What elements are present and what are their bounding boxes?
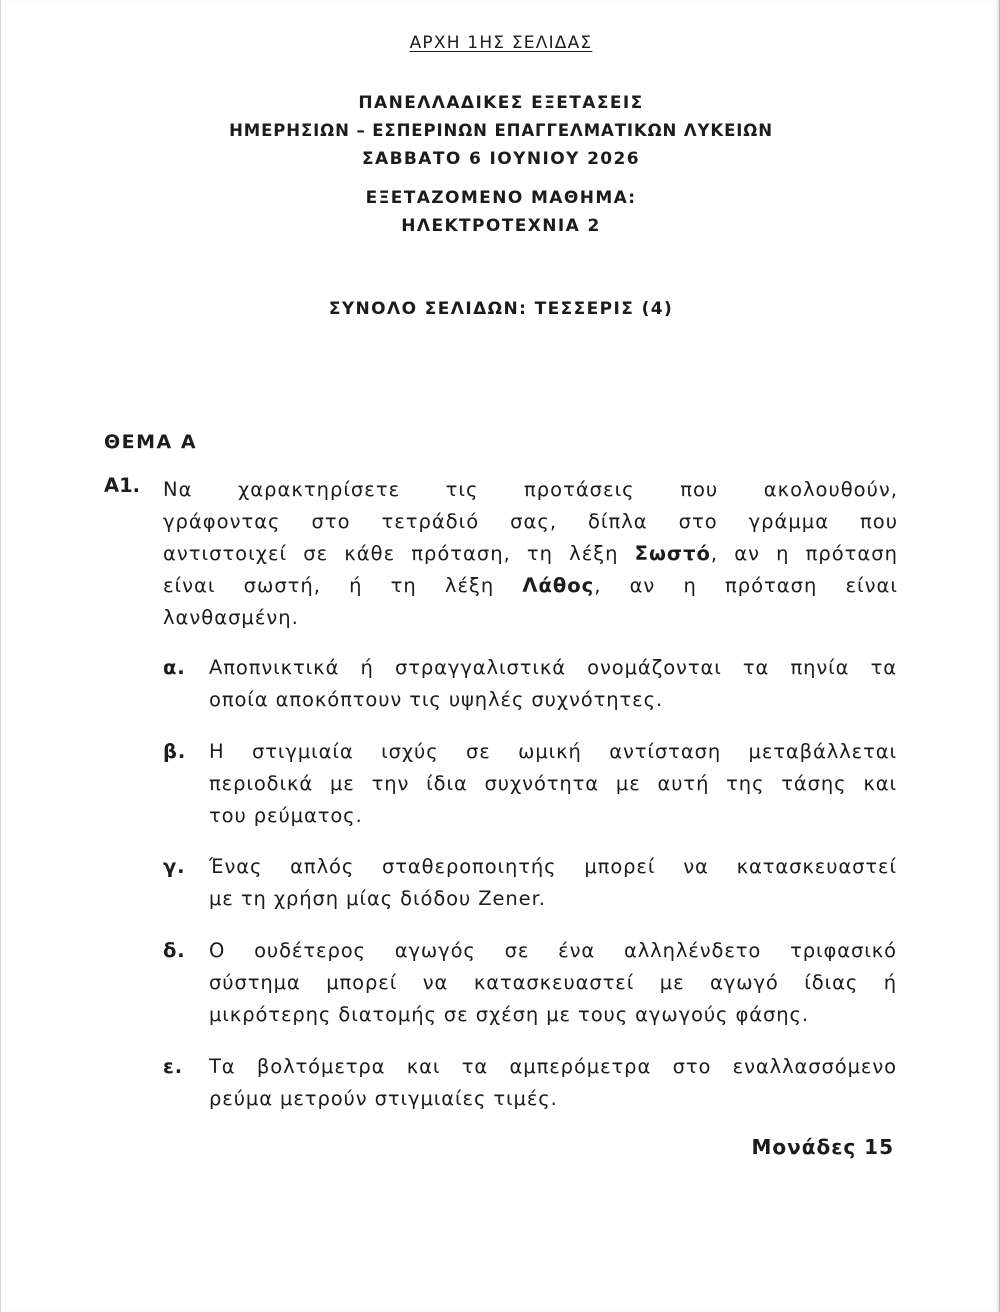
statement-line: του ρεύματος. — [209, 804, 363, 827]
statement-text — [209, 736, 897, 832]
keyword-wrong: Λάθος — [522, 574, 595, 597]
page-start-label: ΑΡΧΗ 1ΗΣ ΣΕΛΙΔΑΣ — [409, 33, 593, 53]
statement-line: σύστημα μπορεί να κατασκευαστεί με αγωγό ίδιας ή — [209, 971, 897, 994]
question-line — [163, 570, 898, 602]
total-pages: ΣΥΝΟΛΟ ΣΕΛΙΔΩΝ: ΤΕΣΣΕΡΙΣ (4) — [328, 299, 674, 319]
statement-line: με τη χρήση μίας διόδου Zener. — [209, 887, 546, 910]
statement-line: οποία αποκόπτουν τις υψηλές συχνότητες. — [209, 688, 664, 711]
question-line: γράφοντας στο τετράδιό σας, δίπλα στο γράμμα που — [163, 510, 898, 533]
statement-letter: γ. — [163, 855, 186, 878]
question-text-fragment: αντιστοιχεί σε κάθε πρόταση, τη λέξη — [163, 542, 635, 565]
statement-letter: α. — [163, 656, 186, 679]
question-text — [163, 474, 898, 634]
question-line: λανθασμένη. — [163, 606, 299, 629]
statement-line: περιοδικά με την ίδια συχνότητα με αυτή της τάσης και — [209, 772, 897, 795]
statement-line: μικρότερης διατομής σε σχέση με τους αγωγούς φάσης. — [209, 1003, 809, 1026]
statement-line: ρεύμα μετρούν στιγμιαίες τιμές. — [209, 1087, 558, 1110]
statement-letter: δ. — [163, 939, 186, 962]
statement-line: Αποπνικτικά ή στραγγαλιστικά ονομάζονται τα πηνία τα — [209, 656, 897, 679]
exam-subtitle: ΗΜΕΡΗΣΙΩΝ – ΕΣΠΕΡΙΝΩΝ ΕΠΑΓΓΕΛΜΑΤΙΚΩΝ ΛΥΚΕΙΩΝ — [229, 121, 773, 140]
statement-text — [209, 652, 897, 716]
statement-line: Η στιγμιαία ισχύς σε ωμική αντίσταση μεταβάλλεται — [209, 740, 897, 763]
exam-title: ΠΑΝΕΛΛΑΔΙΚΕΣ ΕΞΕΤΑΣΕΙΣ — [358, 93, 644, 113]
question-line — [163, 538, 898, 570]
statement-letter: β. — [163, 740, 187, 763]
subject-label: ΕΞΕΤΑΖΟΜΕΝΟ ΜΑΘΗΜΑ: — [365, 188, 637, 208]
question-text-fragment: , αν η πρόταση είναι — [594, 574, 898, 597]
question-text-fragment: είναι σωστή, ή τη λέξη — [163, 574, 523, 597]
marks-label: Μονάδες 15 — [751, 1135, 894, 1159]
statement-text — [209, 1051, 897, 1115]
theme-heading: ΘΕΜΑ Α — [104, 431, 198, 453]
statement-text — [209, 851, 897, 915]
statement-text — [209, 935, 897, 1031]
statement-line: Ο ουδέτερος αγωγός σε ένα αλληλένδετο τριφασικό — [209, 939, 897, 962]
question-label: Α1. — [104, 474, 141, 497]
statement-letter: ε. — [163, 1055, 184, 1078]
question-text-fragment: , αν η πρόταση — [710, 542, 898, 565]
exam-date: ΣΑΒΒΑΤΟ 6 ΙΟΥΝΙΟΥ 2026 — [362, 149, 640, 169]
subject-name: ΗΛΕΚΤΡΟΤΕΧΝΙΑ 2 — [401, 216, 601, 236]
question-line: Να χαρακτηρίσετε τις προτάσεις που ακολουθούν, — [163, 478, 898, 501]
keyword-correct: Σωστό — [634, 542, 711, 565]
statement-line: Τα βολτόμετρα και τα αμπερόμετρα στο εναλλασσόμενο — [209, 1055, 897, 1078]
statement-line: Ένας απλός σταθεροποιητής μπορεί να κατασκευαστεί — [209, 855, 897, 878]
